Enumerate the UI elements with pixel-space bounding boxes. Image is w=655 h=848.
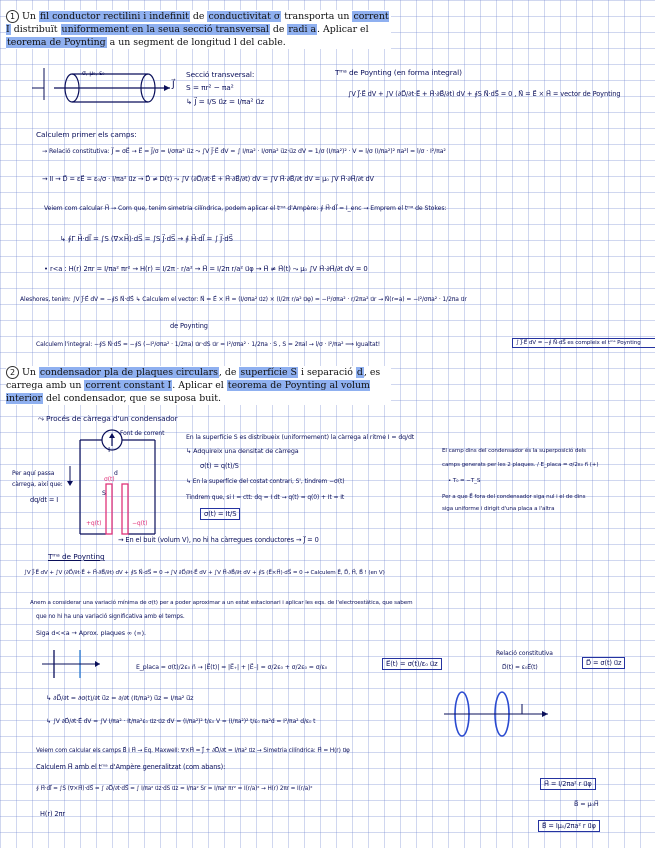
capacitor-circuit — [60, 426, 175, 541]
cylinder-diagram — [30, 66, 190, 111]
t2: ↳ Adquireix una densitat de càrrega — [186, 447, 299, 455]
highlighted-text: condensador pla de plaques circulars — [39, 367, 218, 378]
e2: ↳ ∂D⃗/∂t = ∂σ(t)/∂t u⃗z = ∂/∂t (It/πa²) u⃗z = I/πa² u⃗z — [46, 694, 194, 702]
text-segment: . Aplicar el — [317, 24, 369, 35]
text-segment: a un segment de longitud l del cable. — [106, 37, 286, 48]
problem-text — [6, 367, 380, 404]
lbl-I: I — [108, 445, 111, 454]
text-segment: Un — [22, 367, 39, 378]
a3: Siga d<<a → Aprox. plaques ∞ (∞). — [36, 629, 146, 637]
sec1: Secció transversal: — [186, 70, 255, 79]
e7: H(r) 2πr — [40, 810, 65, 818]
r4: Per a que E⃗ fora del condensador siga nul i el de dins — [442, 494, 586, 500]
highlighted-text: corrent constant I — [85, 380, 172, 391]
problem-number: 2 — [6, 366, 19, 379]
r3: • T₀ = −T_S — [448, 478, 481, 484]
thm: Tᵐᵃ de Poynting — [48, 552, 105, 561]
e5: Calculem H⃗ amb el tᵐᵃ d'Ampère generalitzat (com abans): — [36, 763, 226, 771]
t4: ↳ En la superfície del costat contrari, S', tindrem −σ(t) — [186, 478, 345, 485]
h1: ⤳ Procés de càrrega d'un condensador — [38, 414, 178, 423]
highlighted-text: conductivitat σ — [208, 11, 281, 22]
cyl-label: σ, μ₀, ε₀ — [82, 70, 105, 77]
calc: Calculem primer els camps: — [36, 130, 137, 139]
line6b: de Poynting — [170, 322, 208, 330]
line1: → Relació constitutiva: J⃗ = σE⃗ → E⃗ = J⃗/σ = I/σπa² u⃗z ⤳ ∫V J⃗·E⃗ dV = ∫ I/πa² · I/σπa² u⃗z·u⃗z dV = 1/σ (I/πa²)² · V = l/σ (I/πa²)² πa²l = l/σ · I²/πa² — [42, 148, 446, 155]
plates-field-sketch — [440, 686, 560, 742]
src-label: Font de corrent — [120, 430, 165, 437]
highlighted-text: uniformement en la seua secció transversal — [61, 24, 269, 35]
text-segment: de — [189, 11, 208, 22]
e1: E_placa = σ(t)/2ε₀ n⃗ → |E⃗(t)| = |E⃗₊| + |E⃗₋| = σ/2ε₀ + σ/2ε₀ = σ/ε₀ — [136, 664, 328, 671]
lbl-q-plus: +q(t) — [86, 520, 102, 527]
highlighted-text: radi a — [288, 24, 317, 35]
problem-text — [6, 11, 389, 48]
line5: • r<a : H(r) 2πr = I/πa² πr² → H(r) = I/2π · r/a² → H⃗ = I/2π r/a² u⃗φ → H⃗ ≠ H⃗(t) ⤳ μ₀ ∫V H⃗·∂H⃗/∂t dV = 0 — [44, 265, 368, 273]
lbl-q-minus: −q(t) — [132, 520, 148, 527]
e9: B⃗ = Iμ₀/2πa² r u⃗φ — [538, 820, 600, 832]
sec2: S = πr² − πa² — [186, 83, 234, 92]
text-segment: transporta un — [281, 11, 353, 22]
r2: camps generats per les 2 plaques. / E_placa = σ/2ε₀ n⃗ (+) — [442, 462, 599, 468]
highlighted-text: d — [356, 367, 363, 378]
rel: Relació constitutiva — [496, 650, 553, 657]
highlighted-text: corrent I — [6, 11, 389, 35]
side2: càrrega, així que: — [12, 481, 63, 488]
text-segment: , es carrega amb un — [6, 367, 381, 391]
t1: En la superfície S es distribueix (uniformement) la càrrega al ritme I = dq/dt — [186, 434, 415, 441]
r1: El camp dins del condensador és la superposició dels — [442, 448, 586, 454]
line4: ↳ ∮Γ H⃗·dl⃗ = ∫S (∇×H⃗)·dS⃗ = ∫S J⃗·dS⃗ → ∮ H⃗·dl⃗ = ∫ J⃗·dS⃗ — [60, 235, 233, 243]
e1b: E⃗(t) = σ(t)/ε₀ u⃗z — [382, 658, 442, 670]
text-segment: del condensador, que se suposa buit. — [42, 393, 222, 404]
text-segment: distribuït — [10, 24, 61, 35]
a2: que no hi ha una variació significativa amb el temps. — [36, 614, 185, 620]
lbl-S: S — [102, 490, 106, 497]
e6: ∮ H⃗·dl⃗ = ∫S (∇×H⃗)·dS⃗ = ∫ ∂D⃗/∂t·dS⃗ = ∫ I/πa² u⃗z·dS u⃗z = I/πa² Sr = I/πa² πr² = I(r/a)² → H(r) 2πr = I(r/a)² — [36, 786, 313, 792]
problem-1-statement — [6, 10, 391, 49]
a1: Anem a considerar una variació mínima de σ(t) per a poder aproximar a un estat estacionari i aplicar les eqs. de l'electroestàtica, que sabem — [30, 600, 413, 606]
g1: → En el buit (volum V), no hi ha càrregues conductores → J⃗ = 0 — [118, 536, 319, 544]
relc: D⃗ = σ(t) u⃗z — [582, 657, 625, 669]
t6: σ(t) = It/S — [200, 508, 240, 520]
r5: siga uniforme i dirigit d'una placa a l'altra — [442, 506, 555, 512]
p1: ∫V J⃗·E⃗ dV + ∫V (∂D⃗/∂t·E⃗ + H⃗·∂B⃗/∂t) dV + ∮S N⃗·dS⃗ = 0 → ∫V ∂D⃗/∂t·E⃗ dV + ∫V H⃗·∂B⃗/∂t dV + ∮S (E⃗×H⃗)·dS⃗ = 0 → Calculem E⃗, D⃗, H⃗, B⃗ ! (en V) — [24, 570, 385, 576]
relb: D⃗(t) = ε₀E⃗(t) — [502, 664, 538, 671]
t5: Tindrem que, si I = ctt: dq = I dt → q(t) = q(0) + It = It — [186, 494, 345, 501]
line7b: ∫ J⃗·E⃗ dV = −∮ N⃗·dS⃗ es compleix el tᵐᵃ Poynting — [512, 338, 655, 348]
e8: B⃗ = μ₀H⃗ — [574, 800, 599, 808]
highlighted-text: superfície S — [240, 367, 297, 378]
text-segment: i separació — [297, 367, 356, 378]
line7: Calculem l'integral: −∮S N⃗·dS⃗ = −∮S (−I²/σπa² · 1/2πa) u⃗r·dS u⃗r = I²/σπa² · 1/2πa · S , S = 2πal → l/σ · I²/πa² ⟹ Igualtat! — [36, 341, 381, 348]
text-segment: Un — [22, 11, 39, 22]
side3: dq/dt = I — [30, 496, 59, 504]
highlighted-text: teorema de Poynting al volum interior — [6, 380, 370, 404]
line6: Aleshores, tenim: ∫V J⃗·E⃗ dV = −∮S N⃗·dS⃗ ↳ Calculem el vector: N⃗ = E⃗ × H⃗ = (I/σπa² u⃗z) × (I/2π r/a² u⃗φ) = −I²/σπa² · r/2πa² u⃗r → N⃗(r=a) = −I²/σπa² · 1/2πa u⃗r — [20, 296, 467, 303]
text-segment: de — [269, 24, 288, 35]
lbl-sigma: σ(t) — [104, 476, 115, 483]
text-segment: , de — [218, 367, 240, 378]
e3: ↳ ∫V ∂D⃗/∂t·E⃗ dV = ∫V I/πa² · It/πa²ε₀ u⃗z·u⃗z dV = (I/πa²)² t/ε₀ V = (I/πa²)² t/ε₀ πa²d = I²/πa² d/ε₀ t — [46, 718, 316, 725]
lbl-d: d — [114, 470, 118, 477]
problem-2-statement — [6, 366, 391, 405]
side1: Per aquí passa — [12, 470, 55, 477]
e4: Veiem com calcular els camps B⃗ i H⃗ → Eq. Maxwell: ∇×H⃗ = J⃗ + ∂D⃗/∂t = I/πa² u⃗z → Simetria cilíndrica: H⃗ = H(r) u⃗φ — [36, 748, 350, 754]
highlighted-text: fil conductor rectilini i indefinit — [39, 11, 189, 22]
thm-eq: ∫V J⃗·E⃗ dV + ∫V (∂D⃗/∂t·E⃗ + H⃗·∂B⃗/∂t) dV + ∮S N⃗·dS⃗ = 0 , N⃗ = E⃗ × H⃗ = vector de Poynting — [348, 90, 621, 98]
line3: Veiem com calcular H⃗ → Com que, tenim simetria cilíndrica, podem aplicar el tᵐᵃ d'Ampère: ∮ H⃗·dl⃗ = I_enc → Emprem el tᵐᵃ de Stokes: — [44, 205, 447, 212]
plates-sketch — [40, 644, 110, 684]
t3: σ(t) = q(t)/S — [200, 462, 239, 470]
highlighted-text: teorema de Poynting — [7, 37, 106, 48]
problem-number: 1 — [6, 10, 19, 23]
line2: → II → D⃗ = εE⃗ = ε₀/σ · I/πa² u⃗z → D⃗ ≠ D(t) ⤳ ∫V (∂D⃗/∂t·E⃗ + H⃗·∂B⃗/∂t) dV = ∫V H⃗·∂B⃗/∂t dV = μ₀ ∫V H⃗·∂H⃗/∂t dV — [42, 175, 374, 183]
text-segment: . Aplicar el — [172, 380, 227, 391]
sec3: ↳ J⃗ = I/S u⃗z = I/πa² u⃗z — [186, 97, 265, 106]
cyl-J: J⃗ — [172, 80, 175, 90]
e6b: H⃗ = I/2πa² r u⃗φ — [540, 778, 596, 790]
thm-title: Tᵐᵃ de Poynting (en forma integral) — [335, 68, 462, 77]
